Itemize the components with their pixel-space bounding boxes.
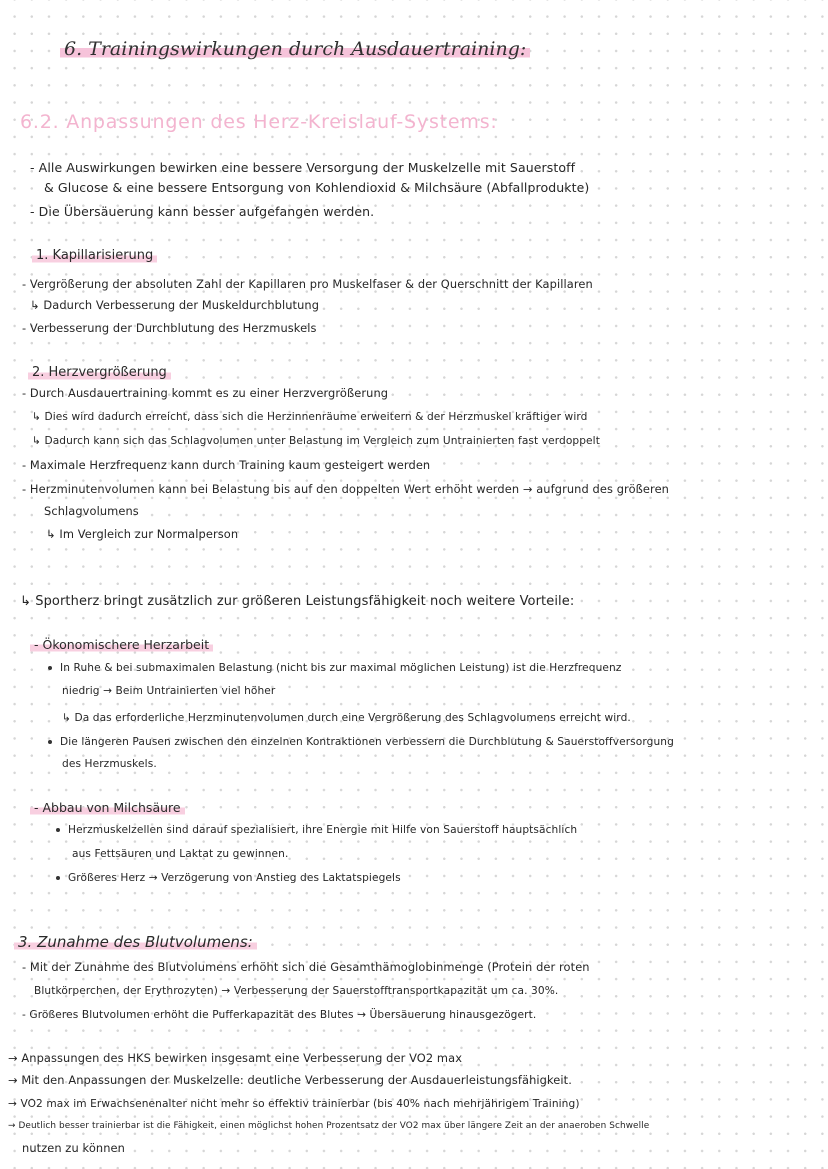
bullet-dot bbox=[56, 876, 60, 880]
abbau-text-3: Größeres Herz → Verzögerung von Anstieg des Laktatspiegels bbox=[68, 872, 401, 884]
abbau-text-1: Herzmuskelzellen sind darauf spezialisiert, ihre Energie mit Hilfe von Sauerstoff hauptsächlich bbox=[68, 824, 578, 836]
heading-abbau: - Abbau von Milchsäure bbox=[30, 799, 185, 816]
herz-line-7: ↳ Im Vergleich zur Normalperson bbox=[46, 527, 239, 541]
kapillar-line-3: - Verbesserung der Durchblutung des Herzmuskels bbox=[22, 321, 317, 335]
kapillar-line-2: ↳ Dadurch Verbesserung der Muskeldurchblutung bbox=[30, 298, 320, 312]
oekonomisch-line-3: ↳ Da das erforderliche Herzminutenvolumen durch eine Vergrößerung des Schlagvolumens erreicht wird. bbox=[62, 712, 631, 724]
intro-line-3: - Die Übersäuerung kann besser aufgefangen werden. bbox=[30, 204, 375, 219]
herz-line-3: ↳ Dadurch kann sich das Schlagvolumen unter Belastung im Vergleich zum Untrainierten fast verdoppelt bbox=[32, 435, 600, 447]
herz-line-5: - Herzminutenvolumen kann bei Belastung bis auf den doppelten Wert erhöht werden → aufgrund des größeren bbox=[22, 482, 670, 496]
bullet-dot bbox=[48, 666, 52, 670]
herz-line-1: - Durch Ausdauertraining kommt es zu einer Herzvergrößerung bbox=[22, 386, 389, 400]
heading-blutvolumen: 3. Zunahme des Blutvolumens: bbox=[14, 934, 257, 951]
bullet-dot bbox=[56, 828, 60, 832]
summary-line-5: nutzen zu können bbox=[22, 1141, 125, 1155]
sportherz-line: ↳ Sportherz bringt zusätzlich zur größeren Leistungsfähigkeit noch weitere Vorteile: bbox=[20, 594, 575, 609]
oekonomisch-line-5: des Herzmuskels. bbox=[62, 758, 157, 770]
kapillar-line-1: - Vergrößerung der absoluten Zahl der Kapillaren pro Muskelfaser & der Querschnitt der Kapillaren bbox=[22, 277, 593, 291]
intro-line-2: & Glucose & eine bessere Entsorgung von Kohlendioxid & Milchsäure (Abfallprodukte) bbox=[44, 180, 590, 195]
heading-herzvergroesserung: 2. Herzvergrößerung bbox=[28, 364, 171, 381]
oekonomisch-text-1: In Ruhe & bei submaximalen Belastung (nicht bis zur maximal möglichen Leistung) ist die Herzfrequenz bbox=[60, 662, 622, 674]
section-subtitle: 6.2. Anpassungen des Herz-Kreislauf-Systems: bbox=[20, 111, 498, 133]
heading-oekonomisch: - Ökonomischere Herzarbeit bbox=[30, 636, 213, 653]
summary-line-2: → Mit den Anpassungen der Muskelzelle: deutliche Verbesserung der Ausdauerleistungsfähigkeit. bbox=[8, 1073, 572, 1087]
herz-line-2: ↳ Dies wird dadurch erreicht, dass sich die Herzinnenräume erweitern & der Herzmuskel kräftiger wird bbox=[32, 411, 588, 423]
oekonomisch-line-4 bbox=[48, 734, 674, 750]
page-title: 6. Trainingswirkungen durch Ausdauertraining: bbox=[60, 36, 530, 62]
blut-line-1: - Mit der Zunahme des Blutvolumens erhöht sich die Gesamthämoglobinmenge (Protein der roten bbox=[22, 960, 590, 974]
herz-line-6: Schlagvolumens bbox=[44, 504, 139, 518]
blut-line-2: Blutkörperchen, der Erythrozyten) → Verbesserung der Sauerstofftransportkapazität um ca. 30%. bbox=[34, 985, 559, 997]
summary-line-3: → VO2 max im Erwachsenenalter nicht mehr so effektiv trainierbar (bis 40% nach mehrjährigem Training) bbox=[8, 1098, 580, 1110]
summary-line-4: → Deutlich besser trainierbar ist die Fähigkeit, einen möglichst hohen Prozentsatz der VO2 max über längere Zeit an der anaeroben Schwelle bbox=[8, 1121, 650, 1131]
abbau-line-3 bbox=[56, 870, 401, 886]
oekonomisch-line-2: niedrig → Beim Untrainierten viel höher bbox=[62, 685, 276, 697]
heading-kapillarisierung: 1. Kapillarisierung bbox=[32, 247, 157, 264]
abbau-line-1 bbox=[56, 822, 577, 838]
oekonomisch-line-1 bbox=[48, 660, 621, 676]
blut-line-3: - Größeres Blutvolumen erhöht die Pufferkapazität des Blutes → Übersäuerung hinausgezögert. bbox=[22, 1009, 537, 1021]
summary-line-1: → Anpassungen des HKS bewirken insgesamt eine Verbesserung der VO2 max bbox=[8, 1051, 463, 1065]
abbau-line-2: aus Fettsäuren und Laktat zu gewinnen. bbox=[72, 848, 289, 860]
intro-line-1: - Alle Auswirkungen bewirken eine bessere Versorgung der Muskelzelle mit Sauerstoff bbox=[30, 160, 576, 175]
oekonomisch-text-4: Die längeren Pausen zwischen den einzelnen Kontraktionen verbessern die Durchblutung & Sauerstoffversorgung bbox=[60, 736, 674, 748]
herz-line-4: - Maximale Herzfrequenz kann durch Training kaum gesteigert werden bbox=[22, 458, 431, 472]
bullet-dot bbox=[48, 740, 52, 744]
